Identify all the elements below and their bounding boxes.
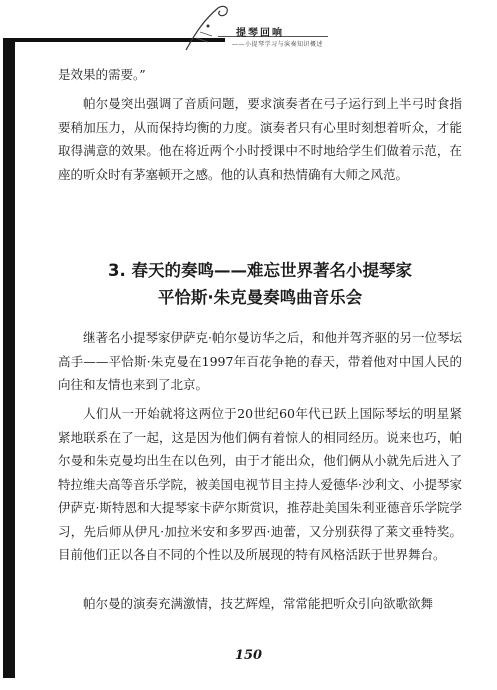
paragraph-shared-history: 人们从一开始就将这两位于20世纪60年代已跃上国际琴坛的明星紧紧地联系在了一起，这是因为他们俩有着惊人的相同经历。说来也巧，帕尔曼和朱克曼均出生在以色列，由于才能出众，他们俩从小就先后进入了特拉维夫高等音乐学院，被美国电视节目主持人爱德华·沙利文、小提琴家伊萨克·斯特恩和大提琴家卡萨尔斯赏识，推荐赴美国朱利亚德音乐学院学习，先后师从伊凡·加拉米安和多罗西·迪蕾，又分别获得了莱文垂特奖。目前他们正以各自不同的个性以及所展现的特有风格活跃于世界舞台。 [58, 406, 462, 562]
violin-scroll-icon [178, 2, 238, 52]
running-header-subtitle: ——小提琴学习与演奏知识概述 [232, 41, 324, 48]
section-heading-line2: 平恰斯·朱克曼奏鸣曲音乐会 [157, 288, 363, 307]
paragraph-perlman-tone: 帕尔曼突出强调了音质问题，要求演奏者在弓子运行到上半弓时食指要稍加压力，从而保持均衡的力度。演奏者只有心里时刻想着听众，才能取得满意的效果。他在将近两个小时授课中不时地给学生们做着示范，在座的听众时有茅塞顿开之感。他的认真和热情确有大师之风范。 [58, 96, 462, 182]
paragraph-perlman-style: 帕尔曼的演奏充满激情，技艺辉煌，常常能把听众引向欲歌欲舞 [83, 596, 434, 611]
left-margin-bar [3, 38, 15, 678]
running-header-title: 提琴回响 [236, 28, 284, 39]
paragraph-continued: 是效果的需要。” [58, 67, 146, 82]
paragraph-zukerman-visit: 继著名小提琴家伊萨克·帕尔曼访华之后，和他并驾齐驱的另一位琴坛高手——平恰斯·朱克曼在1997年百花争艳的春天，带着他对中国人民的向往和友情也来到了北京。 [58, 330, 462, 392]
section-heading-line1: 3. 春天的奏鸣——难忘世界著名小提琴家 [108, 261, 412, 280]
page-number: 150 [234, 648, 263, 663]
